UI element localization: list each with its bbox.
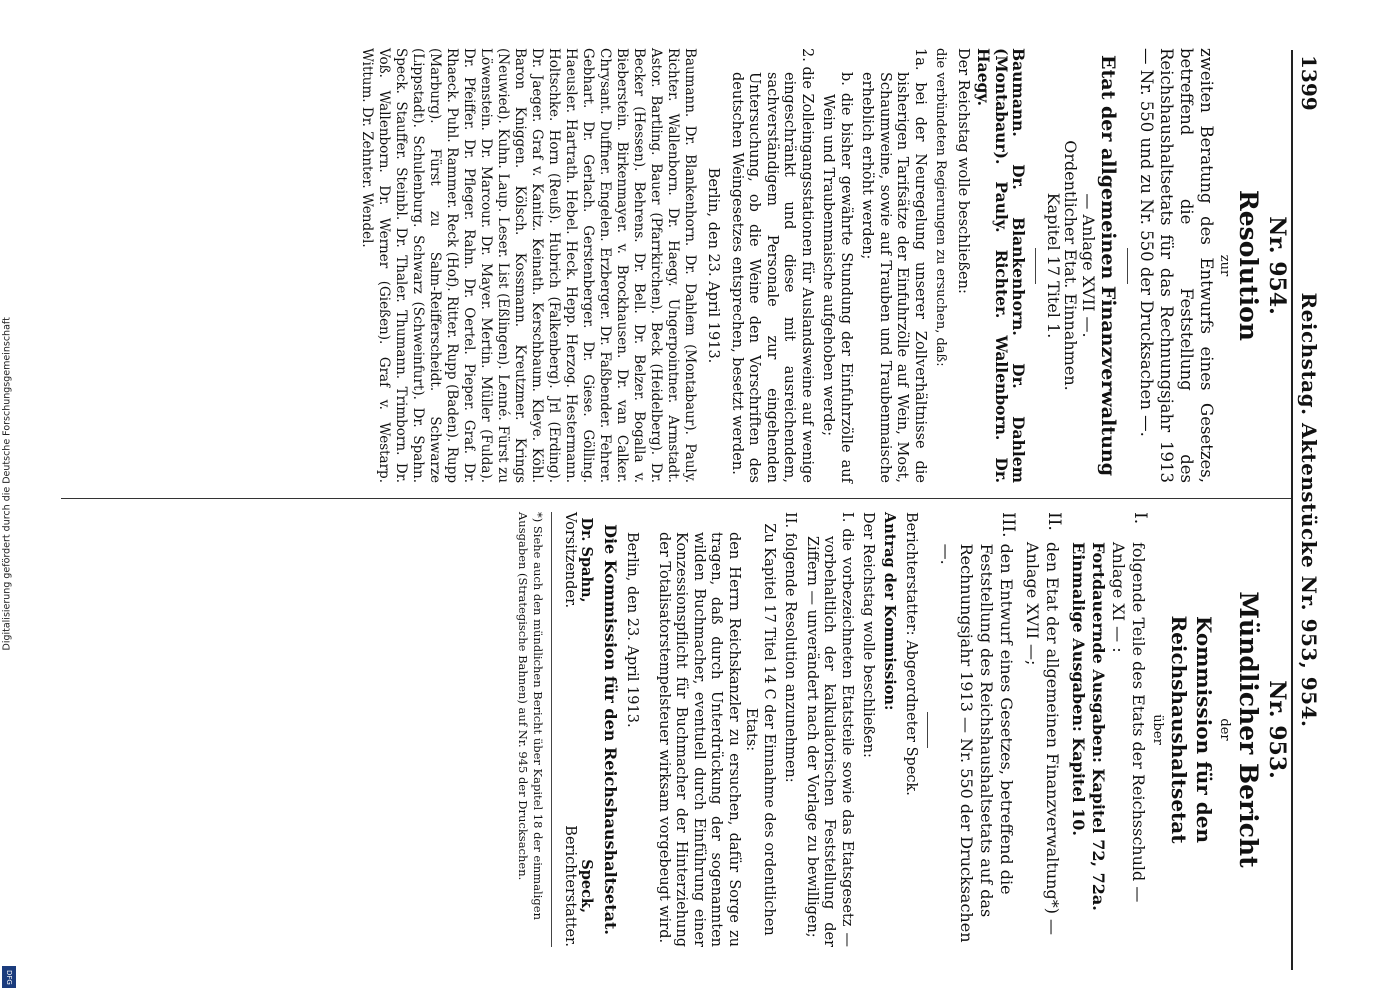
signatories-list: Baumann. Dr. Blankenhorn. Dr. Dahlem (Montabaur). Pauly. Richter. Wallenborn. Dr. Haegy. Ungerpointner. Armstadt. Astor. Bartling. Bauer (Pfarrkirchen). Beck (Heidelberg). Dr. Becker (Hessen). Behrens. Dr. Bell. Dr. Belzer. Bogalla v. Bieberstein. Birkenmayer. v. Brockhausen. Dr. van Calker. Chrysant. Duffner. Engelen. Erzberger. Dr. Faßbender. Fehrer. Gebhart. Dr. Gerlach. Gerstenberger. Dr. Giese. Gölling. Haeusler. Hartrath. Hebel. Heck. Hepp. Herzog. Hestermann. Holtschke. Horn (Reuß). Hubrich (Falkenberg). Jrl (Erding). Dr. Jaeger. Graf v. Kanitz. Keinath. Kerschbaum. Kleye. Köhl. Baron Kniggen. Kölsch. Kossmann. Kreutzmer. Krings (Neuwied). Kuhn. Laup. Leser. List (Eßlingen). Lenné. Fürst zu Löwenstein. Dr. Marcour. Dr. Mayer. Mertin. Müller (Fulda). Dr. Pfeiffer. Dr. Pfleger. Rahn. Dr. Oertel. Pieper. Graf. Dr. Rhaeck. Puhl. Rammer. Reck (Hof). Ritter. Rupp (Baden). Rupp (Marburg). Fürst zu Salm-Reifferscheidt. Schwarze (Lippstadt). Schulenburg. Schwarz (Schweinfurt). Dr. Spahn. Speck. Stauffer. Steinbl. Dr. Thaler. Thumann. Trimborn. Dr. Voß. Wallenborn. Dr. Werner (Gießen). Graf v. Westarp. Wittum. Dr. Zehnter. Wendel.: [359, 48, 698, 483]
rapporteur-role: Berichterstatter.: [562, 825, 578, 947]
anlage-label: — Anlage XVII —.: [1079, 193, 1098, 338]
date-954: Berlin, den 23. April 1913.: [705, 167, 722, 364]
column-divider: [61, 498, 1291, 499]
running-header: [1297, 55, 1321, 965]
resolution-text: den Herrn Reichskanzler zu ersuchen, dafür Sorge zu tragen, daß durch Unterdrückung der sogenannten wilden Buchmacher, eventuell durch Einführung einer Konzessionspflicht für Buchmacher der Hinterziehung der Totalisatorstempelsteuer wirksam vorgebeugt wird.: [656, 532, 742, 947]
kapitel-heading: Zu Kapitel 17 Titel 14 C der Einnahme des ordentlichen Etats:: [743, 523, 777, 936]
antrag-heading: Antrag der Kommission:: [881, 512, 898, 711]
title-connector: zur: [1217, 254, 1233, 277]
beschliessen-text: Der Reichstag wolle beschließen:: [860, 512, 877, 758]
item-2: 2. die Zolleingangsstationen für Auslandsweine auf wenige eingeschränkt und diese mit ausreichendem, sachverständigem Personale zur eingehenden Untersuchung, ob die Weine den Vorschriften des deutschen Weingesetzes entsprechen, besetzt werden.: [729, 48, 815, 483]
document-title: Mündlicher Bericht: [1234, 591, 1264, 868]
antrag-item-II: II. folgende Resolution anzunehmen:: [782, 512, 799, 783]
dfg-logo: DFG: [2, 966, 16, 988]
running-title: Reichstag. Aktenstücke Nr. 953, 954.: [1297, 292, 1321, 728]
title-connector: über: [1150, 714, 1165, 745]
antrag-item-I-text: die vorbezeichneten Etatsteile sowie das Etatsgesetz — vorbehaltlich der kalkulatorischen Feststellung der Ziffern — unverändert nach der Vorlage zu bewilligen;: [804, 528, 855, 947]
item-II: II. den Etat der allgemeinen Finanzverwaltung*) — Anlage XVII —;: [1023, 512, 1063, 947]
rapporteur-name: Speck,: [578, 859, 596, 914]
chair-name: Dr. Spahn,: [578, 517, 596, 603]
column-nr-954: [37, 48, 1290, 483]
item-III-text: den Entwurf eines Gesetzes, betreffend die Feststellung des Reichshaushaltsetats auf das Rechnungsjahr 1913 — Nr. 550 der Drucksachen —.: [937, 543, 1017, 943]
page-number: 1399: [1297, 55, 1321, 111]
header-rule: [1291, 50, 1293, 970]
document-title: Resolution: [1234, 189, 1264, 341]
chair-role: Vorsitzender.: [562, 512, 578, 609]
separator: [1127, 248, 1128, 284]
kommission-signature: Die Kommission für den Reichshaushaltsetat.: [601, 524, 620, 935]
separator: [1036, 248, 1037, 284]
item-I-sub2: Einmalige Ausgaben: Kapitel 10.: [1069, 542, 1089, 836]
etat-title: Etat der allgemeinen Finanzverwaltung: [1097, 55, 1119, 476]
item-1b: b. die bisher gewährte Stundung der Einfuhrzölle auf Wein und Traubenmaische aufgehoben werde;: [820, 72, 854, 483]
date-953: Berlin, den 23. April 1913.: [624, 532, 641, 728]
document-number: Nr. 954.: [1264, 216, 1290, 315]
beschliessen-text: Der Reichstag wolle beschließen:: [955, 48, 971, 294]
item-1a: 1a. bei der Neuregelung unserer Zollverhältnisse die bisherigen Tarifsätze der Einfuhrzölle auf Wein, Most, Schaumweine, sowie auf Trauben und Traubenmaische erheblich erhöht werden;: [859, 48, 928, 483]
item-III: III. den Entwurf eines Gesetzes, betreffend die Feststellung des Reichshaushaltsetats auf das Rechnungsjahr 1913 — Nr. 550 der Drucksachen —.: [937, 512, 1017, 947]
digitization-note: Digitalisierung gefördert durch die Deutsche Forschungsgemeinschaft: [1, 317, 13, 651]
intro-text: zweiten Beratung des Entwurfs eines Gesetzes, betreffend die Feststellung des Reichshaushaltsetats für das Rechnungsjahr 1913 — Nr. 550 und zu Nr. 550 der Drucksachen —.: [1137, 48, 1216, 483]
column-nr-953: [37, 512, 1290, 947]
title-connector: der: [1217, 718, 1233, 741]
item-I: I. folgende Teile des Etats der Reichsschuld — Anlage XI — : Fortdauernde Ausgaben: Kapitel 72, 72a. Einmalige Ausgaben: Kapitel 10.: [1069, 512, 1149, 947]
movers-list: Baumann. Dr. Blankenhorn. Dr. Dahlem (Montabaur). Pauly. Richter. Wallenborn. Dr. Haegy.: [974, 48, 1029, 483]
item-II-text: den Etat der allgemeinen Finanzverwaltung*) — Anlage XVII —;: [1023, 542, 1063, 936]
kapitel-label: Kapitel 17 Titel 1.: [1044, 192, 1063, 339]
item-I-sub1: Fortdauernde Ausgaben: Kapitel 72, 72a.: [1089, 542, 1109, 911]
berichterstatter: Berichterstatter: Abgeordneter Speck.: [903, 512, 920, 796]
antrag-item-I: I. die vorbezeichneten Etatsteile sowie das Etatsgesetz — vorbehaltlich der kalkulatorischen Feststellung der Ziffern — unverändert nach der Vorlage zu bewilligen;: [804, 512, 855, 947]
separator: [928, 712, 929, 748]
signature-block: [561, 512, 596, 947]
kommission-title: Kommission für den Reichshaushaltsetat: [1167, 615, 1216, 844]
document-number: Nr. 953.: [1264, 680, 1290, 779]
item-I-text: folgende Teile des Etats der Reichsschuld — Anlage XI — :: [1109, 542, 1149, 903]
regierungen-text: die verbündeten Regierungen zu ersuchen, daß:: [933, 48, 949, 367]
ordentlicher-etat: Ordentlicher Etat. Einnahmen.: [1061, 140, 1081, 391]
antrag-item-II-text: folgende Resolution anzunehmen:: [782, 532, 799, 783]
footnote: *) Siehe auch den mündlichen Bericht über Kapitel 18 der einmaligen Ausgaben (Strategische Bahnen) auf Nr. 945 der Drucksachen.: [516, 512, 553, 947]
